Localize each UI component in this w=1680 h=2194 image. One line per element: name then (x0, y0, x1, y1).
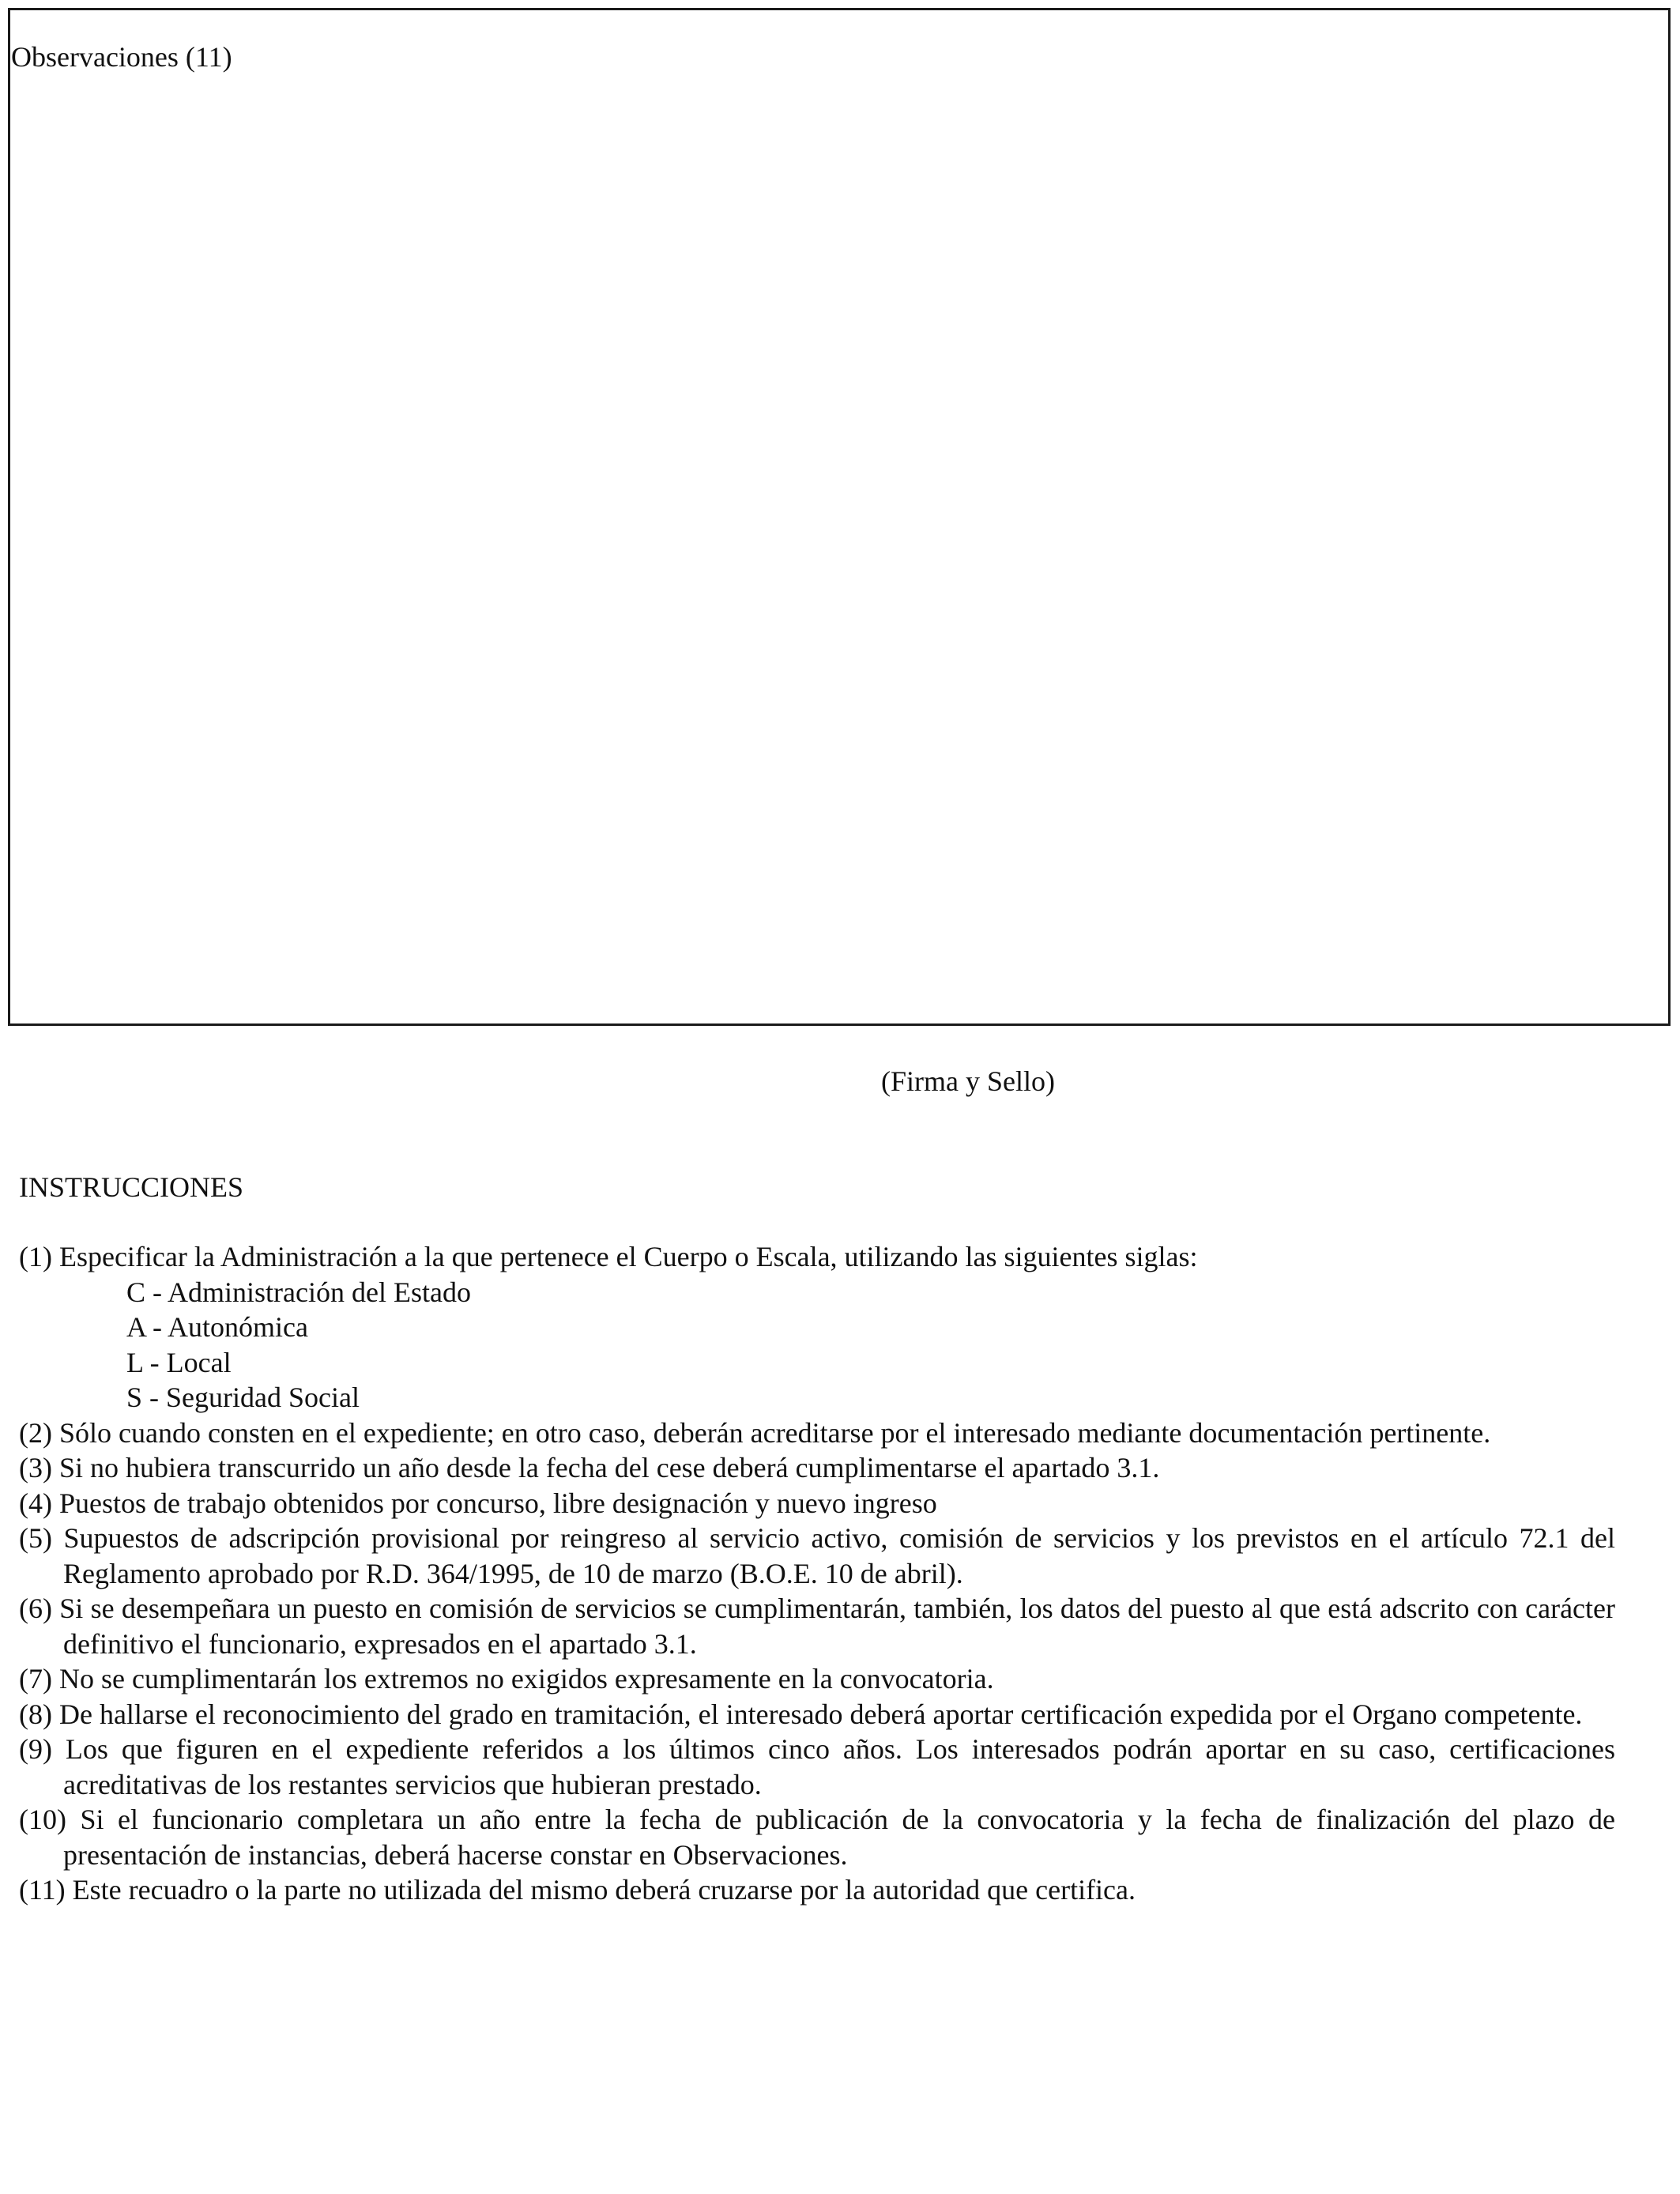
observaciones-title: Observaciones (11) (11, 41, 232, 73)
sigla-c: C - Administración del Estado (126, 1276, 471, 1308)
sigla-s: S - Seguridad Social (126, 1382, 360, 1413)
instruccion-5: (5) Supuestos de adscripción provisional por reingreso al servicio activo, comisión de servicios y los previstos en el artículo 72.1 del Reglamento aprobado por R.D. 364/1995, de 10 de marzo (B.O.E. 10 de abril). (19, 1522, 1615, 1589)
instruccion-8: (8) De hallarse el reconocimiento del grado en tramitación, el interesado deberá aportar certificación expedida por el Organo competente. (19, 1698, 1583, 1730)
instrucciones-heading: INSTRUCCIONES (19, 1171, 244, 1203)
instruccion-2: (2) Sólo cuando consten en el expediente; en otro caso, deberán acreditarse por el interesado mediante documentación pertinente. (19, 1416, 1491, 1449)
firma-y-sello-label: (Firma y Sello) (881, 1065, 1055, 1097)
instruccion-3: (3) Si no hubiera transcurrido un año desde la fecha del cese deberá cumplimentarse el apartado 3.1. (19, 1452, 1160, 1483)
instruccion-6: (6) Si se desempeñara un puesto en comisión de servicios se cumplimentarán, también, los datos del puesto al que está adscrito con carácter definitivo el funcionario, expresados en el apartado 3.1. (19, 1593, 1615, 1660)
instruccion-10: (10) Si el funcionario completara un año entre la fecha de publicación de la convocatoria y la fecha de finalización del plazo de presentación de instancias, deberá hacerse constar en Observaciones. (19, 1804, 1615, 1871)
instrucciones-list (19, 1239, 1615, 1908)
observaciones-box[interactable] (8, 8, 1671, 1026)
instruccion-4: (4) Puestos de trabajo obtenidos por concurso, libre designación y nuevo ingreso (19, 1487, 937, 1519)
instruccion-11: (11) Este recuadro o la parte no utilizada del mismo deberá cruzarse por la autoridad que certifica. (19, 1874, 1136, 1906)
instruccion-9: (9) Los que figuren en el expediente referidos a los últimos cinco años. Los interesados podrán aportar en su caso, certificaciones acreditativas de los restantes servicios que hubieran prestado. (19, 1733, 1615, 1800)
instruccion-7: (7) No se cumplimentarán los extremos no exigidos expresamente en la convocatoria. (19, 1663, 994, 1695)
sigla-l: L - Local (126, 1346, 232, 1378)
instruccion-1: (1) Especificar la Administración a la que pertenece el Cuerpo o Escala, utilizando las siguientes siglas: (19, 1241, 1198, 1272)
sigla-a: A - Autonómica (126, 1311, 308, 1343)
